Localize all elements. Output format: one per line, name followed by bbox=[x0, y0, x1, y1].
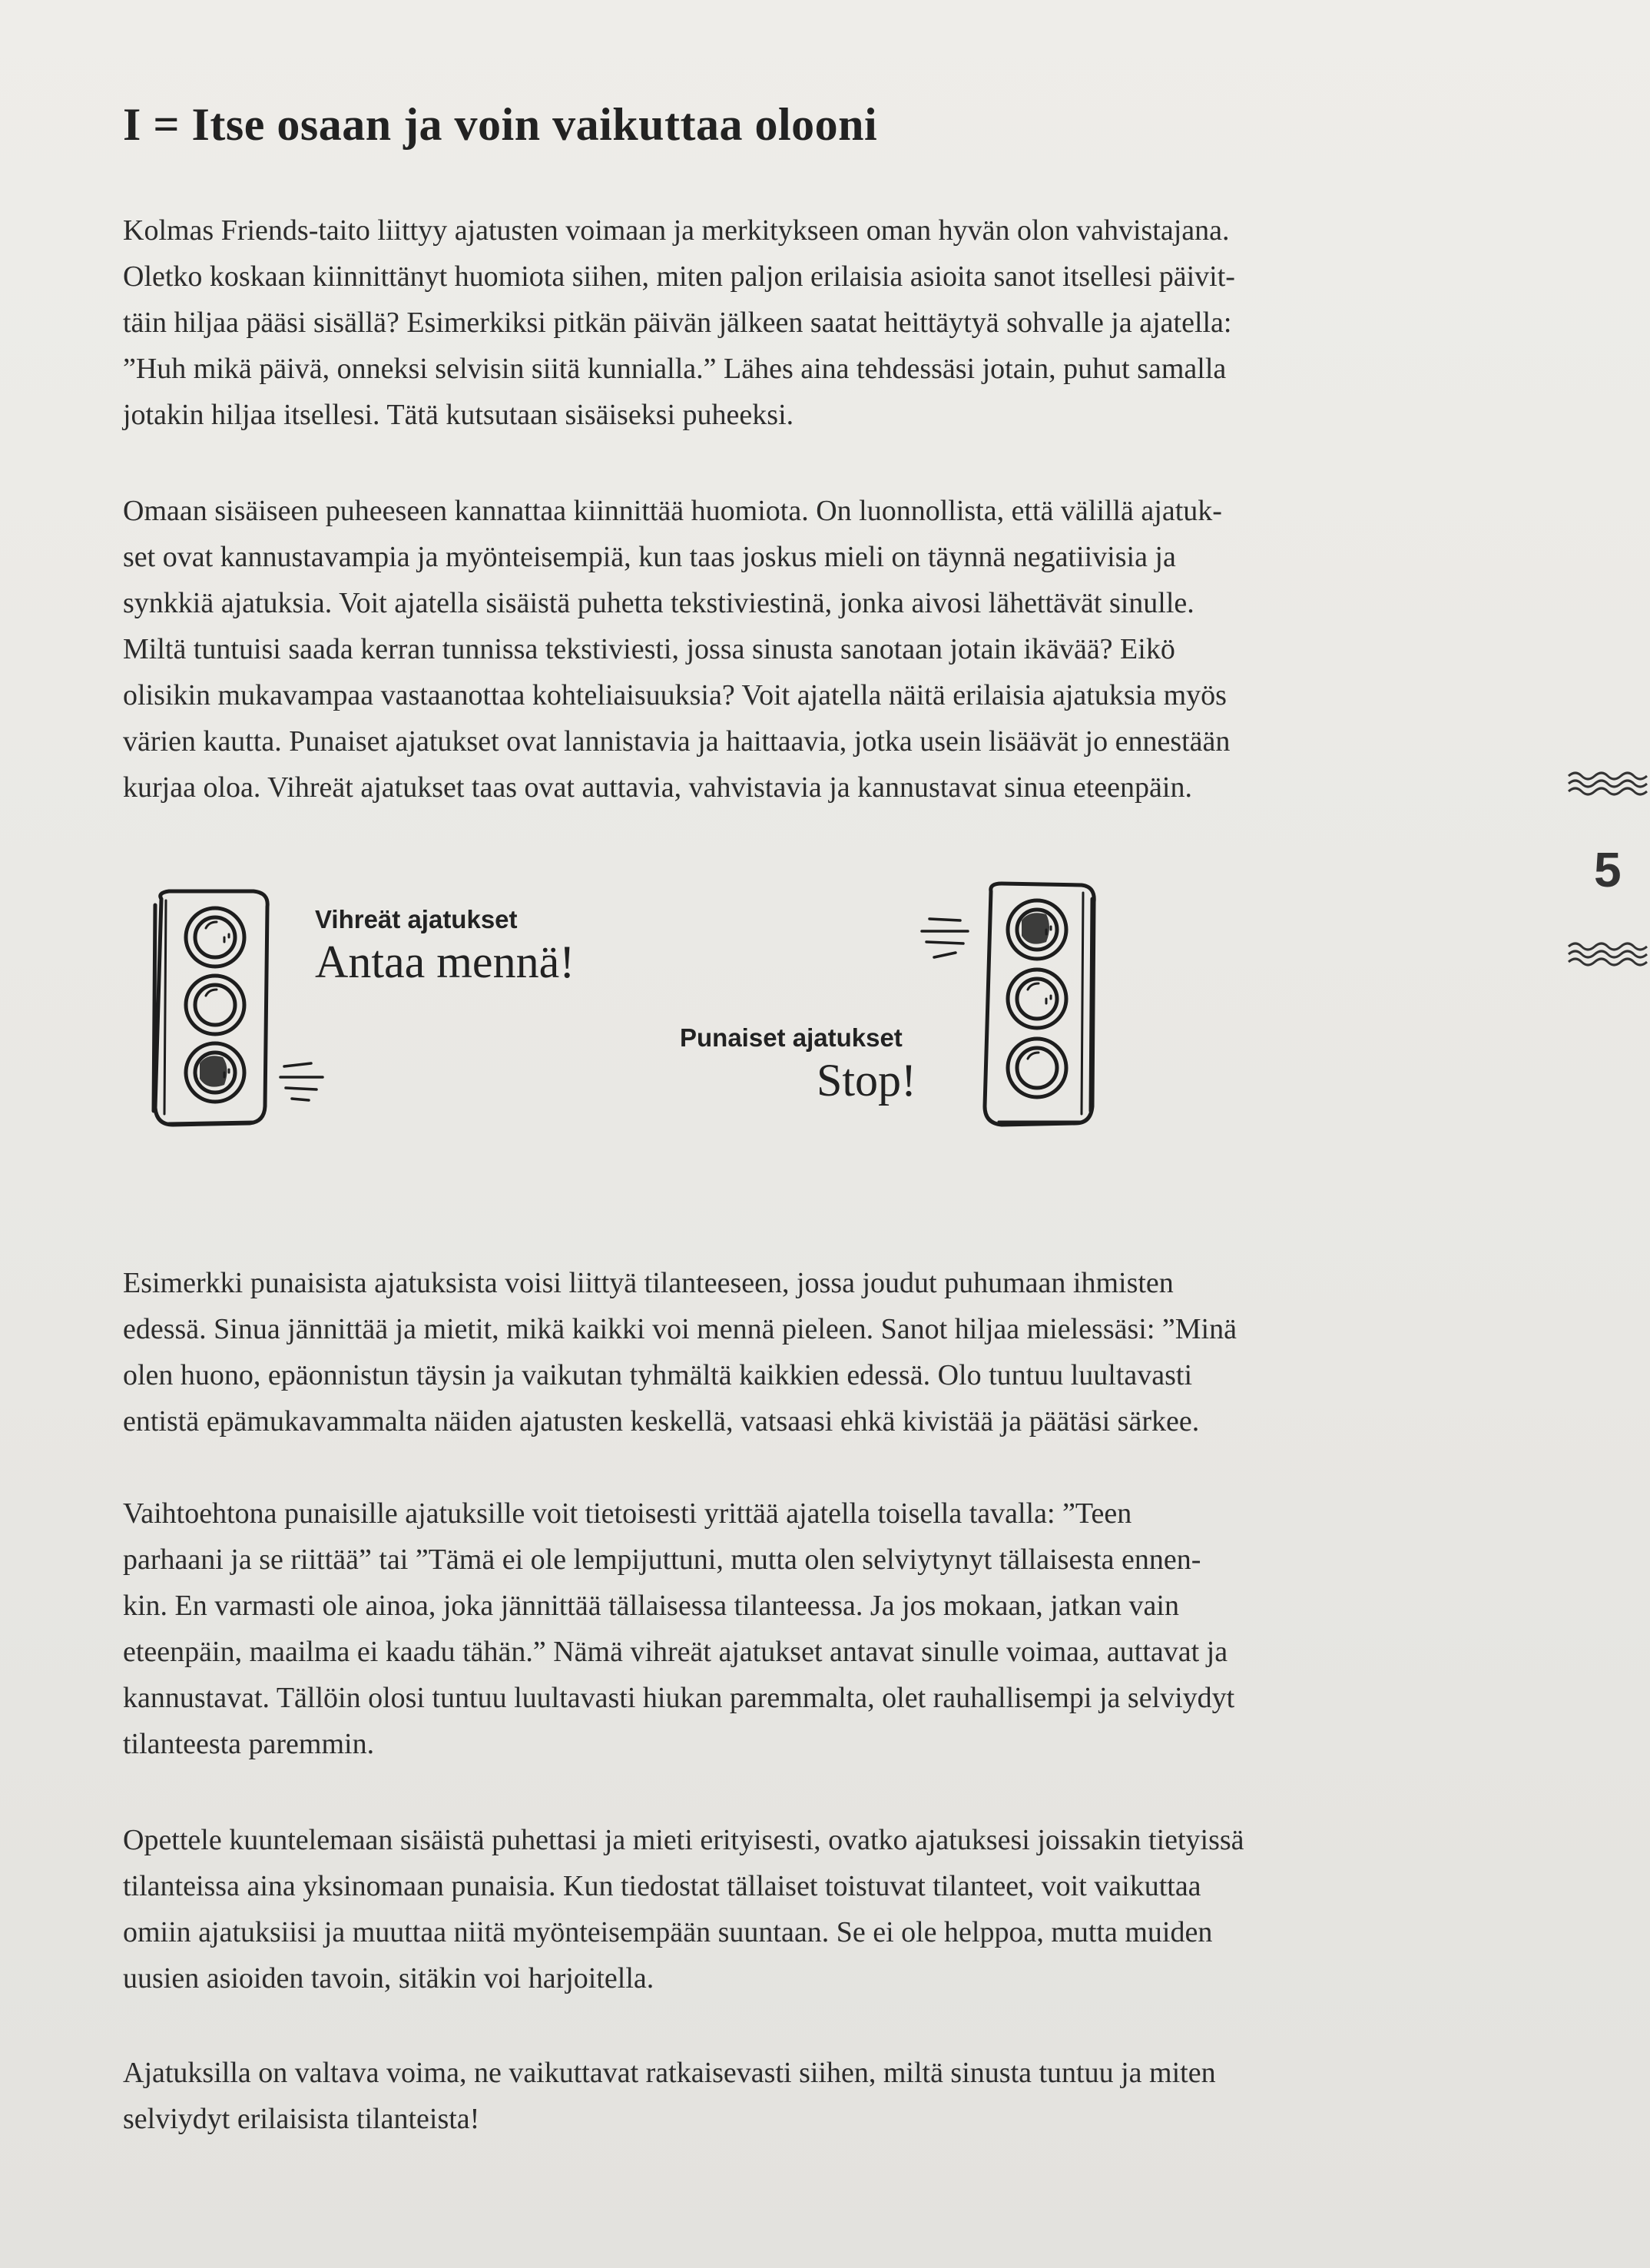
text-line: entistä epämukavammalta näiden ajatusten keskellä, vatsaasi ehkä kivistää ja päätäsi särkee. bbox=[123, 1405, 1200, 1437]
text-line: Omaan sisäiseen puheeseen kannattaa kiinnittää huomiota. On luonnollista, että välillä ajatuk- bbox=[123, 495, 1222, 527]
text-line: Opettele kuuntelemaan sisäistä puhettasi ja mieti erityisesti, ovatko ajatuksesi joissakin tietyissä bbox=[123, 1824, 1244, 1856]
green-thoughts-text: Antaa mennä! bbox=[315, 937, 575, 987]
text-line: parhaani ja se riittää” tai ”Tämä ei ole lempijuttuni, mutta olen selviytynyt tällaisesta ennen- bbox=[123, 1544, 1201, 1576]
text-line: kannustavat. Tällöin olosi tuntuu luultavasti hiukan paremmalta, olet rauhallisempi ja selviydyt bbox=[123, 1682, 1235, 1714]
text-line: set ovat kannustavampia ja myönteisempiä, kun taas joskus mieli on täynnä negatiivisia ja bbox=[123, 541, 1176, 573]
text-line: Esimerkki punaisista ajatuksista voisi liittyä tilanteeseen, jossa joudut puhumaan ihmisten bbox=[123, 1267, 1174, 1299]
wave-icon bbox=[1567, 939, 1648, 970]
text-line: kin. En varmasti ole ainoa, joka jännittää tällaisessa tilanteessa. Ja jos mokaan, jatkan vain bbox=[123, 1590, 1179, 1622]
paragraph-3 bbox=[123, 1260, 1559, 1444]
text-line: Vaihtoehtona punaisille ajatuksille voit tietoisesti yrittää ajatella toisella tavalla: ”Teen bbox=[123, 1497, 1132, 1530]
paragraph-6 bbox=[123, 2050, 1559, 2142]
text-line: omiin ajatuksiisi ja muuttaa niitä myönteisempään suuntaan. Se ei ole helppoa, mutta muiden bbox=[123, 1916, 1213, 1948]
paragraph-5 bbox=[123, 1817, 1559, 2001]
text-line: Kolmas Friends-taito liittyy ajatusten voimaan ja merkitykseen oman hyvän olon vahvistajana. bbox=[123, 214, 1230, 247]
red-thoughts-text: Stop! bbox=[817, 1055, 917, 1106]
text-line: olisikin mukavampaa vastaanottaa kohteliaisuuksia? Voit ajatella näitä erilaisia ajatuksia myös bbox=[123, 679, 1227, 711]
red-thoughts-caption: Punaiset ajatukset bbox=[680, 1023, 903, 1052]
text-line: eteenpäin, maailma ei kaadu tähän.” Nämä vihreät ajatukset antavat sinulle voimaa, auttavat ja bbox=[123, 1636, 1228, 1668]
chapter-number: 5 bbox=[1594, 842, 1622, 897]
paragraph-2 bbox=[123, 488, 1559, 811]
text-line: olen huono, epäonnistun täysin ja vaikutan tyhmältä kaikkien edessä. Olo tuntuu luultavasti bbox=[123, 1359, 1193, 1391]
text-line: Oletko koskaan kiinnittänyt huomiota siihen, miten paljon erilaisia asioita sanot itsellesi päivit- bbox=[123, 260, 1235, 293]
paragraph-4 bbox=[123, 1490, 1559, 1767]
text-line: kurjaa oloa. Vihreät ajatukset taas ovat auttavia, vahvistavia ja kannustavat sinua eteenpäin. bbox=[123, 771, 1192, 804]
text-line: jotakin hiljaa itsellesi. Tätä kutsutaan sisäiseksi puheeksi. bbox=[123, 399, 794, 431]
text-line: täin hiljaa pääsi sisällä? Esimerkiksi pitkän päivän jälkeen saatat heittäytyä sohvalle ja ajatella: bbox=[123, 307, 1232, 339]
text-line: synkkiä ajatuksia. Voit ajatella sisäistä puhetta tekstiviestinä, jonka aivosi lähettävät sinulle. bbox=[123, 587, 1194, 619]
green-thoughts-caption: Vihreät ajatukset bbox=[315, 905, 518, 933]
text-line: Miltä tuntuisi saada kerran tunnissa tekstiviesti, jossa sinusta sanotaan jotain ikävää? Eikö bbox=[123, 633, 1175, 665]
page-title: I = Itse osaan ja voin vaikuttaa olooni bbox=[123, 99, 878, 150]
wave-icon bbox=[1567, 768, 1648, 799]
text-line: Ajatuksilla on valtava voima, ne vaikuttavat ratkaisevasti siihen, miltä sinusta tuntuu ja miten bbox=[123, 2057, 1216, 2089]
text-line: tilanteesta paremmin. bbox=[123, 1728, 375, 1760]
paragraph-1 bbox=[123, 207, 1559, 438]
text-line: uusien asioiden tavoin, sitäkin voi harjoitella. bbox=[123, 1962, 654, 1994]
text-line: tilanteissa aina yksinomaan punaisia. Kun tiedostat tällaiset toistuvat tilanteet, voit vaikuttaa bbox=[123, 1870, 1201, 1902]
traffic-light-red-icon bbox=[899, 876, 1106, 1137]
text-line: selviydyt erilaisista tilanteista! bbox=[123, 2103, 480, 2135]
text-line: ”Huh mikä päivä, onneksi selvisin siitä kunnialla.” Lähes aina tehdessäsi jotain, puhut samalla bbox=[123, 353, 1227, 385]
text-line: edessä. Sinua jännittää ja mietit, mikä kaikki voi mennä pieleen. Sanot hiljaa mielessäsi: ”Minä bbox=[123, 1313, 1237, 1345]
text-line: värien kautta. Punaiset ajatukset ovat lannistavia ja haittaavia, jotka usein lisäävät jo ennestään bbox=[123, 725, 1231, 758]
